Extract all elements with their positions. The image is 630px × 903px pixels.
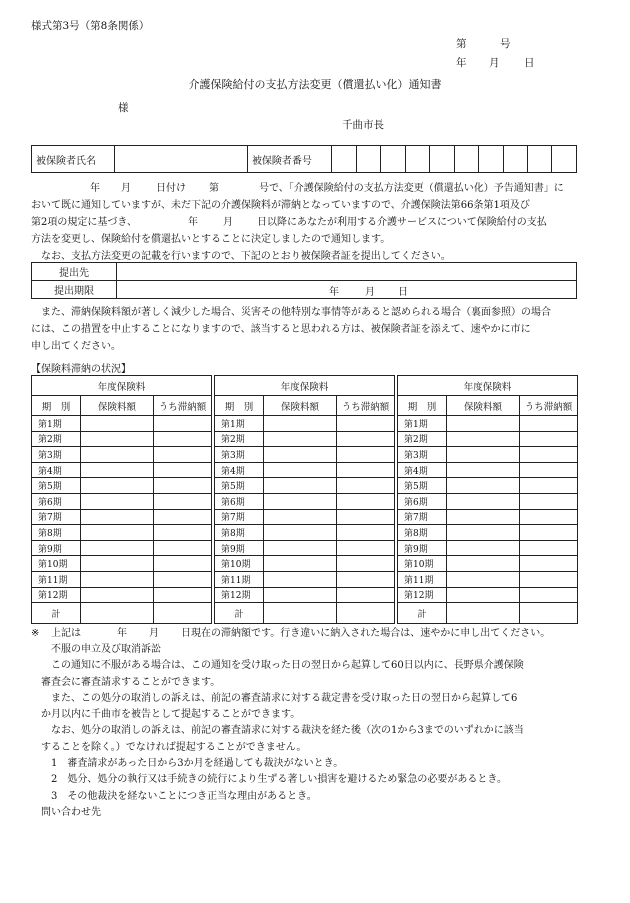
table-row bbox=[215, 447, 395, 463]
table-row bbox=[32, 540, 212, 556]
period-label: 第12期 bbox=[32, 587, 81, 603]
doc-date-day: 日 bbox=[524, 57, 535, 69]
overdue-cell bbox=[337, 603, 395, 624]
amount-cell bbox=[264, 603, 337, 624]
overdue-cell bbox=[154, 603, 212, 624]
amount-cell bbox=[447, 571, 520, 587]
period-label: 第10期 bbox=[398, 556, 447, 572]
total-label: 計 bbox=[215, 603, 264, 624]
table-row bbox=[32, 587, 212, 603]
note-text: 上記は bbox=[51, 628, 81, 639]
amount-cell bbox=[81, 603, 154, 624]
overdue-cell bbox=[520, 478, 578, 494]
overdue-cell bbox=[520, 431, 578, 447]
overdue-cell bbox=[337, 556, 395, 572]
overdue-cell bbox=[154, 478, 212, 494]
period-label: 第2期 bbox=[215, 431, 264, 447]
appeal-text: また、この処分の取消しの訴えは、前記の審査請求に対する裁定書を受け取った日の翌日から起算して6 bbox=[51, 692, 518, 704]
period-label: 第11期 bbox=[32, 571, 81, 587]
table-row bbox=[215, 478, 395, 494]
amount-cell bbox=[81, 571, 154, 587]
overdue-cell bbox=[337, 462, 395, 478]
amount-cell bbox=[81, 493, 154, 509]
period-label: 第4期 bbox=[398, 462, 447, 478]
period-label: 第8期 bbox=[32, 525, 81, 541]
col-overdue: うち滞納額 bbox=[520, 396, 578, 416]
period-label: 第9期 bbox=[32, 540, 81, 556]
period-label: 第3期 bbox=[32, 447, 81, 463]
period-label: 第6期 bbox=[215, 493, 264, 509]
body-text: また、滞納保険料額が著しく減少した場合、災害その他特別な事情等があると認められる場合（裏面参照）の場合 bbox=[41, 307, 551, 318]
amount-cell bbox=[81, 509, 154, 525]
col-overdue: うち滞納額 bbox=[337, 396, 395, 416]
overdue-cell bbox=[337, 587, 395, 603]
period-label: 第7期 bbox=[32, 509, 81, 525]
table-row bbox=[32, 509, 212, 525]
issuer: 千曲市長 bbox=[342, 119, 384, 131]
fiscal-year-header: 年度保険料 bbox=[32, 376, 212, 396]
recipient-suffix: 様 bbox=[118, 102, 129, 114]
amount-cell bbox=[447, 447, 520, 463]
amount-cell bbox=[447, 462, 520, 478]
overdue-cell bbox=[337, 478, 395, 494]
period-label: 第5期 bbox=[215, 478, 264, 494]
deadline-month: 月 bbox=[365, 287, 375, 298]
period-label: 第1期 bbox=[215, 416, 264, 432]
period-label: 第3期 bbox=[215, 447, 264, 463]
body-text: 月 bbox=[121, 183, 131, 194]
insured-number-digit bbox=[405, 146, 429, 173]
col-period: 期 別 bbox=[32, 396, 81, 416]
table-row bbox=[32, 556, 212, 572]
deadline-day: 日 bbox=[398, 287, 408, 298]
body-text: 年 bbox=[188, 217, 198, 228]
period-label: 第12期 bbox=[398, 587, 447, 603]
amount-cell bbox=[447, 431, 520, 447]
period-label: 第10期 bbox=[32, 556, 81, 572]
doc-number-go: 号 bbox=[500, 38, 511, 50]
table-row bbox=[398, 478, 578, 494]
body-text: おいて既に通知していますが、未だ下記の介護保険料が滞納となっていますので、介護保険法第66条第1項及び bbox=[31, 200, 530, 211]
table-row bbox=[398, 493, 578, 509]
overdue-cell bbox=[520, 493, 578, 509]
appeal-text: この通知に不服がある場合は、この通知を受け取った日の翌日から起算して60日以内に、長野県介護保険 bbox=[51, 660, 524, 672]
doc-date-month: 月 bbox=[489, 57, 500, 69]
amount-cell bbox=[81, 587, 154, 603]
insured-number-digit bbox=[479, 146, 503, 173]
amount-cell bbox=[264, 587, 337, 603]
total-row bbox=[32, 603, 212, 624]
col-amount: 保険料額 bbox=[81, 396, 154, 416]
table-row bbox=[215, 525, 395, 541]
col-period: 期 別 bbox=[398, 396, 447, 416]
table-row bbox=[215, 416, 395, 432]
amount-cell bbox=[81, 478, 154, 494]
overdue-cell bbox=[520, 556, 578, 572]
period-label: 第11期 bbox=[398, 571, 447, 587]
amount-cell bbox=[81, 525, 154, 541]
period-label: 第9期 bbox=[215, 540, 264, 556]
amount-cell bbox=[447, 478, 520, 494]
overdue-cell bbox=[520, 416, 578, 432]
body-text: 方法を変更し、保険給付を償還払いとすることに決定しましたので通知します。 bbox=[31, 234, 391, 245]
overdue-cell bbox=[520, 462, 578, 478]
submission-place-field bbox=[117, 263, 577, 281]
overdue-cell bbox=[337, 571, 395, 587]
body-text: 日以降にあなたが利用する介護サービスについて保険給付の支払 bbox=[257, 217, 547, 228]
table-row bbox=[398, 416, 578, 432]
table-row bbox=[398, 431, 578, 447]
amount-cell bbox=[264, 447, 337, 463]
body-text: には、この措置を中止することになりますので、該当すると思われる方は、被保険者証を添えて、速やかに市に bbox=[31, 324, 531, 335]
table-row bbox=[398, 509, 578, 525]
amount-cell bbox=[447, 603, 520, 624]
period-label: 第6期 bbox=[398, 493, 447, 509]
period-label: 第2期 bbox=[398, 431, 447, 447]
insured-number-digit bbox=[527, 146, 551, 173]
amount-cell bbox=[264, 431, 337, 447]
period-label: 第4期 bbox=[32, 462, 81, 478]
note-text: 日現在の滞納額です。行き違いに納入された場合は、速やかに申し出てください。 bbox=[181, 628, 551, 639]
period-label: 第7期 bbox=[398, 509, 447, 525]
note-text: 年 bbox=[117, 628, 127, 639]
period-label: 第6期 bbox=[32, 493, 81, 509]
fiscal-year-header: 年度保険料 bbox=[398, 376, 578, 396]
insured-name-field bbox=[114, 146, 247, 173]
amount-cell bbox=[447, 493, 520, 509]
total-row bbox=[215, 603, 395, 624]
contact-label: 問い合わせ先 bbox=[41, 806, 101, 818]
body-text: 第2項の規定に基づき、 bbox=[31, 217, 137, 228]
overdue-cell bbox=[520, 525, 578, 541]
status-table bbox=[397, 375, 578, 624]
overdue-cell bbox=[520, 509, 578, 525]
overdue-cell bbox=[154, 447, 212, 463]
col-overdue: うち滞納額 bbox=[154, 396, 212, 416]
insured-name-label: 被保険者氏名 bbox=[32, 146, 115, 173]
appeal-item: 2 処分、処分の執行又は手続きの続行により生ずる著しい損害を避けるため緊急の必要があるとき。 bbox=[51, 774, 507, 786]
insured-number-digit bbox=[503, 146, 527, 173]
table-row bbox=[398, 571, 578, 587]
notes-section bbox=[31, 626, 591, 821]
amount-cell bbox=[264, 478, 337, 494]
overdue-cell bbox=[337, 416, 395, 432]
suspension-paragraph bbox=[31, 304, 577, 355]
period-label: 第4期 bbox=[215, 462, 264, 478]
amount-cell bbox=[81, 431, 154, 447]
period-label: 第11期 bbox=[215, 571, 264, 587]
fiscal-year-header: 年度保険料 bbox=[215, 376, 395, 396]
overdue-cell bbox=[154, 431, 212, 447]
amount-cell bbox=[447, 509, 520, 525]
table-row bbox=[398, 587, 578, 603]
table-row bbox=[32, 416, 212, 432]
insured-number-label: 被保険者番号 bbox=[247, 146, 332, 173]
deadline-year: 年 bbox=[329, 287, 339, 298]
amount-cell bbox=[81, 462, 154, 478]
body-text: 申し出てください。 bbox=[31, 341, 121, 352]
submission-place-label: 提出先 bbox=[32, 263, 117, 281]
insured-id-table bbox=[31, 145, 577, 173]
amount-cell bbox=[264, 493, 337, 509]
body-text: なお、支払方法変更の記載を行いますので、下記のとおり被保険者証を提出してください。 bbox=[41, 251, 451, 262]
table-row bbox=[32, 525, 212, 541]
appeal-text: することを除く。）でなければ提起することができません。 bbox=[41, 741, 307, 753]
period-label: 第10期 bbox=[215, 556, 264, 572]
status-heading: 【保険料滞納の状況】 bbox=[31, 364, 131, 375]
table-row bbox=[32, 493, 212, 509]
amount-cell bbox=[447, 416, 520, 432]
appeal-text: 審査会に審査請求することができます。 bbox=[41, 676, 221, 688]
col-amount: 保険料額 bbox=[264, 396, 337, 416]
amount-cell bbox=[264, 525, 337, 541]
overdue-cell bbox=[520, 540, 578, 556]
amount-cell bbox=[81, 556, 154, 572]
note-mark: ※ bbox=[31, 628, 40, 639]
submission-table bbox=[31, 262, 577, 299]
overdue-cell bbox=[154, 509, 212, 525]
period-label: 第8期 bbox=[398, 525, 447, 541]
status-table bbox=[31, 375, 212, 624]
notice-body bbox=[31, 180, 577, 265]
doc-date-year: 年 bbox=[456, 57, 467, 69]
appeal-item: 3 その他裁決を経ないことにつき正当な理由があるとき。 bbox=[51, 790, 317, 802]
insured-number-digit bbox=[356, 146, 380, 173]
table-row bbox=[215, 556, 395, 572]
insured-number-digit bbox=[552, 146, 577, 173]
overdue-cell bbox=[337, 540, 395, 556]
table-row bbox=[32, 571, 212, 587]
amount-cell bbox=[264, 509, 337, 525]
table-row bbox=[32, 447, 212, 463]
amount-cell bbox=[264, 571, 337, 587]
overdue-cell bbox=[520, 603, 578, 624]
appeal-text: か月以内に千曲市を被告として提起することができます。 bbox=[41, 709, 301, 721]
amount-cell bbox=[81, 540, 154, 556]
table-row bbox=[215, 571, 395, 587]
appeal-item: 1 審査請求があった日から3か月を経過しても裁決がないとき。 bbox=[51, 758, 344, 770]
body-text: 月 bbox=[223, 217, 233, 228]
overdue-cell bbox=[154, 587, 212, 603]
overdue-cell bbox=[154, 540, 212, 556]
total-label: 計 bbox=[32, 603, 81, 624]
note-text: 月 bbox=[149, 628, 159, 639]
total-row bbox=[398, 603, 578, 624]
body-text: 第 bbox=[209, 183, 219, 194]
submission-deadline-field bbox=[117, 281, 577, 299]
overdue-cell bbox=[520, 447, 578, 463]
table-row bbox=[398, 447, 578, 463]
overdue-cell bbox=[154, 556, 212, 572]
overdue-cell bbox=[520, 571, 578, 587]
body-text: 日付け bbox=[156, 183, 186, 194]
overdue-cell bbox=[337, 431, 395, 447]
amount-cell bbox=[447, 525, 520, 541]
amount-cell bbox=[447, 540, 520, 556]
amount-cell bbox=[264, 540, 337, 556]
table-row bbox=[32, 462, 212, 478]
appeal-heading: 不服の申立及び取消訴訟 bbox=[51, 644, 161, 655]
overdue-cell bbox=[337, 525, 395, 541]
col-period: 期 別 bbox=[215, 396, 264, 416]
form-number: 様式第3号（第8条関係） bbox=[31, 20, 150, 32]
period-label: 第1期 bbox=[398, 416, 447, 432]
amount-cell bbox=[264, 556, 337, 572]
table-row bbox=[215, 587, 395, 603]
overdue-cell bbox=[154, 462, 212, 478]
insured-number-digit bbox=[332, 146, 356, 173]
amount-cell bbox=[264, 416, 337, 432]
period-label: 第1期 bbox=[32, 416, 81, 432]
table-row bbox=[398, 556, 578, 572]
amount-cell bbox=[447, 556, 520, 572]
overdue-cell bbox=[337, 493, 395, 509]
body-text: 号で、「介護保険給付の支払方法変更（償還払い化）予告通知書」に bbox=[259, 183, 564, 194]
table-row bbox=[215, 462, 395, 478]
period-label: 第9期 bbox=[398, 540, 447, 556]
insured-number-digit bbox=[454, 146, 478, 173]
overdue-cell bbox=[520, 587, 578, 603]
period-label: 第8期 bbox=[215, 525, 264, 541]
col-amount: 保険料額 bbox=[447, 396, 520, 416]
insured-number-digit bbox=[381, 146, 405, 173]
table-row bbox=[398, 462, 578, 478]
period-label: 第3期 bbox=[398, 447, 447, 463]
period-label: 第5期 bbox=[398, 478, 447, 494]
total-label: 計 bbox=[398, 603, 447, 624]
table-row bbox=[32, 478, 212, 494]
body-text: 年 bbox=[90, 183, 100, 194]
document-title: 介護保険給付の支払方法変更（償還払い化）通知書 bbox=[188, 78, 442, 91]
period-label: 第7期 bbox=[215, 509, 264, 525]
submission-deadline-label: 提出期限 bbox=[32, 281, 117, 299]
overdue-cell bbox=[337, 509, 395, 525]
amount-cell bbox=[81, 447, 154, 463]
amount-cell bbox=[81, 416, 154, 432]
overdue-cell bbox=[337, 447, 395, 463]
table-row bbox=[398, 540, 578, 556]
appeal-text: なお、処分の取消しの訴えは、前記の審査請求に対する裁決を経た後（次の1から3までのいずれかに該当 bbox=[51, 725, 524, 737]
amount-cell bbox=[447, 587, 520, 603]
table-row bbox=[215, 509, 395, 525]
table-row bbox=[32, 431, 212, 447]
table-row bbox=[398, 525, 578, 541]
table-row bbox=[215, 431, 395, 447]
overdue-cell bbox=[154, 493, 212, 509]
overdue-cell bbox=[154, 416, 212, 432]
overdue-cell bbox=[154, 525, 212, 541]
period-label: 第2期 bbox=[32, 431, 81, 447]
insured-number-digit bbox=[430, 146, 454, 173]
table-row bbox=[215, 540, 395, 556]
period-label: 第5期 bbox=[32, 478, 81, 494]
amount-cell bbox=[264, 462, 337, 478]
doc-number-dai: 第 bbox=[456, 38, 467, 50]
status-table bbox=[214, 375, 395, 624]
table-row bbox=[215, 493, 395, 509]
overdue-cell bbox=[154, 571, 212, 587]
period-label: 第12期 bbox=[215, 587, 264, 603]
